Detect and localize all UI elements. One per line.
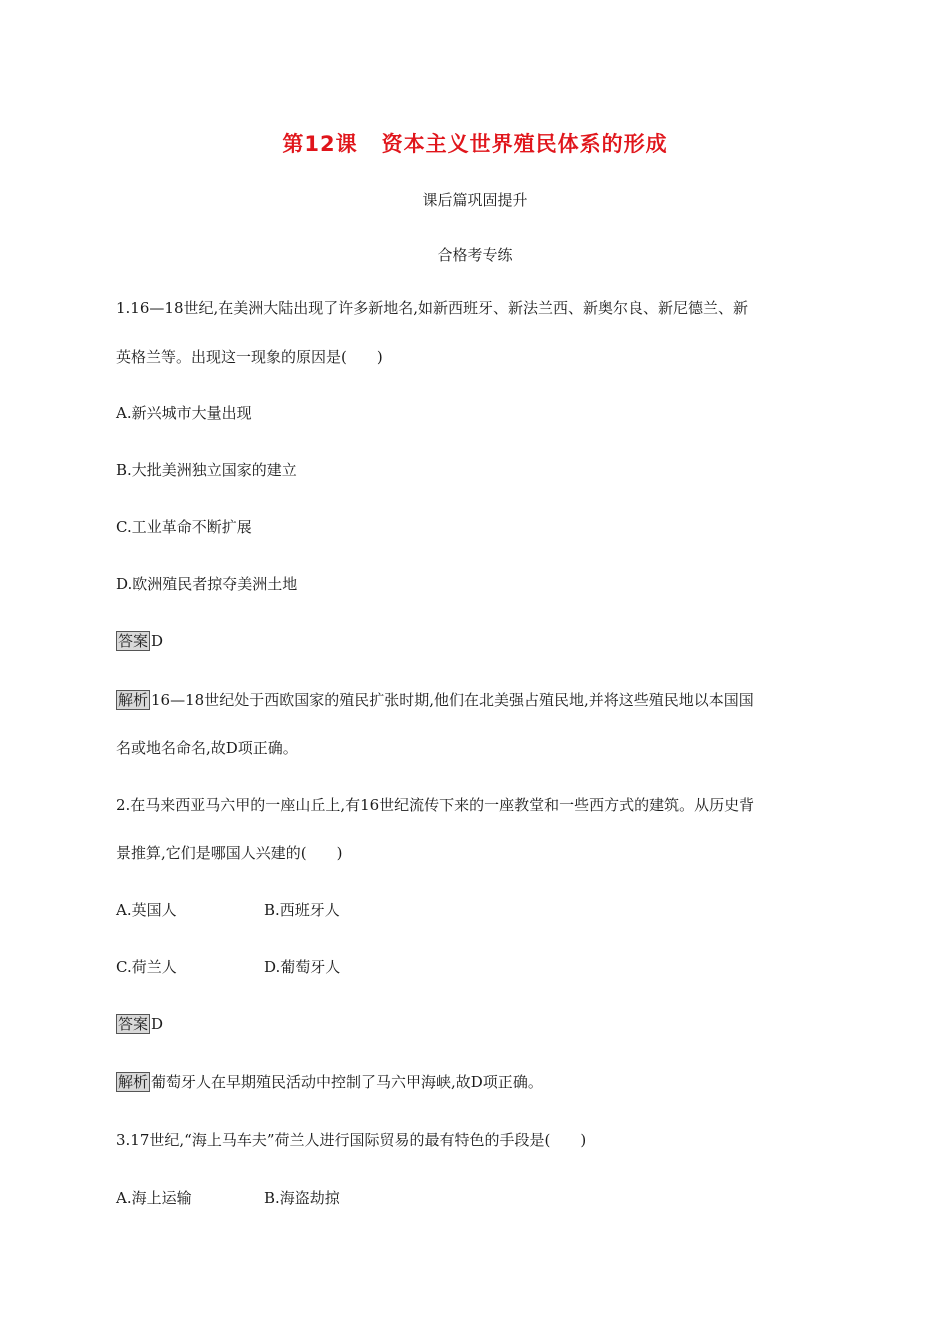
lesson-title <box>0 128 950 158</box>
analysis-tag: 解析 <box>118 1073 149 1091</box>
q1-option-c: C.工业革命不断扩展 <box>116 518 252 536</box>
q2-options-row1 <box>116 900 340 920</box>
q1-analysis-line2: 名或地名命名,故D项正确。 <box>116 739 298 757</box>
q2-option-d: D.葡萄牙人 <box>264 958 341 976</box>
lesson-number: 第12课 <box>282 132 358 156</box>
q2-stem-line1: 2.在马来西亚马六甲的一座山丘上,有16世纪流传下来的一座教堂和一些西方式的建筑。从历史背 <box>116 796 755 814</box>
subsection-heading: 合格考专练 <box>437 246 513 264</box>
q3-stem-line1: 3.17世纪,“海上马车夫”荷兰人进行国际贸易的最有特色的手段是( ) <box>116 1131 587 1149</box>
answer-tag: 答案 <box>118 1015 149 1033</box>
q2-stem-line2: 景推算,它们是哪国人兴建的( ) <box>116 844 343 862</box>
q3-option-a: A.海上运输 <box>116 1189 192 1207</box>
q1-stem-line1: 1.16—18世纪,在美洲大陆出现了许多新地名,如新西班牙、新法兰西、新奥尔良、新尼德兰、新 <box>116 299 749 317</box>
q1-answer-value: D <box>151 632 164 650</box>
q1-option-b: B.大批美洲独立国家的建立 <box>116 461 297 479</box>
answer-tag: 答案 <box>118 632 149 650</box>
q2-option-c: C.荷兰人 <box>116 958 177 976</box>
q2-answer-value: D <box>151 1015 164 1033</box>
section-heading: 课后篇巩固提升 <box>422 191 528 209</box>
q1-answer <box>116 631 163 651</box>
q1-analysis-line1: 解析 16—18世纪处于西欧国家的殖民扩张时期,他们在北美强占殖民地,并将这些殖民地以本国国 <box>118 691 754 709</box>
analysis-tag: 解析 <box>118 691 149 709</box>
q2-option-b: B.西班牙人 <box>264 901 340 919</box>
q2-analysis-line1: 解析 葡萄牙人在早期殖民活动中控制了马六甲海峡,故D项正确。 <box>118 1073 543 1091</box>
q1-stem-line2: 英格兰等。出现这一现象的原因是( ) <box>116 348 383 366</box>
q3-options-row1 <box>116 1188 340 1208</box>
q1-option-d: D.欧洲殖民者掠夺美洲土地 <box>116 575 298 593</box>
q2-answer <box>116 1014 163 1034</box>
q1-option-a: A.新兴城市大量出现 <box>116 404 252 422</box>
lesson-name: 资本主义世界殖民体系的形成 <box>381 132 668 156</box>
q2-options-row2 <box>116 957 341 977</box>
q2-option-a: A.英国人 <box>116 901 177 919</box>
q3-option-b: B.海盗劫掠 <box>264 1189 340 1207</box>
